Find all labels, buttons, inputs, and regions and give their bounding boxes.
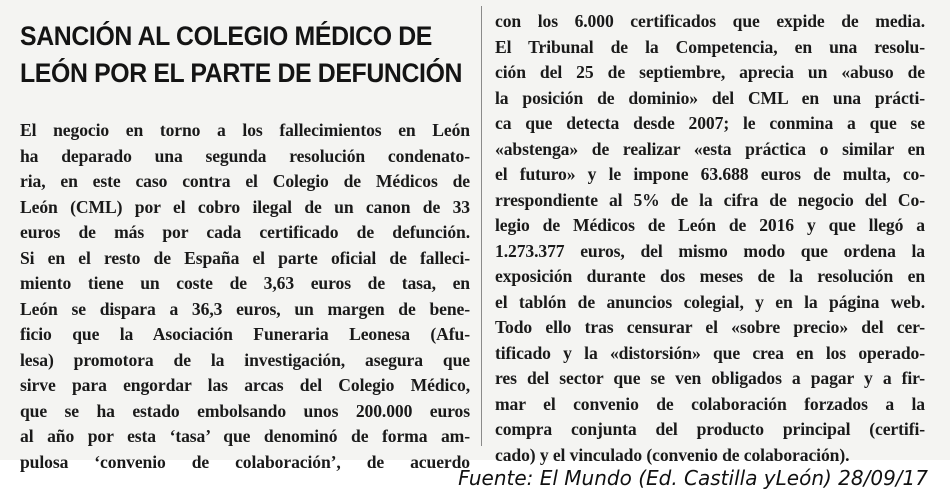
text-line: el tablón de anuncios colegial, y en la página web.	[495, 291, 925, 312]
text-line: pulosa ‘convenio de colaboración’, de acuerdo	[20, 451, 470, 472]
text-line: sirve para engordar las arcas del Colegio Médico,	[20, 375, 470, 395]
text-line: legio de Médicos de León de 2016 y que llegó a	[495, 215, 925, 235]
text-line: ción del 25 de septiembre, aprecia un «abuso de	[495, 62, 925, 82]
text-line: que se ha estado embolsando unos 200.000 euros	[20, 400, 470, 421]
text-line: Todo ello tras censurar el «sobre precio» del cer-	[495, 317, 925, 337]
text-line: euros de más por cada certificado de defunción.	[20, 222, 470, 242]
text-line: Si en el resto de España el parte oficial de falleci-	[20, 247, 470, 268]
left-column	[20, 118, 470, 475]
text-line: cado) y el vinculado (convenio de colaboración).	[495, 444, 850, 465]
text-line: ficio que la Asociación Funeraria Leonesa (Afu-	[20, 324, 470, 344]
text-line: mar el convenio de colaboración forzados a la	[495, 393, 925, 414]
text-line: miento tiene un coste de 3,63 euros de tasa, en	[20, 273, 470, 293]
text-line: la posición de dominio» del CML en una prácti-	[495, 87, 925, 108]
text-line: rrespondiente al 5% de la cifra de negocio del Co-	[495, 189, 925, 210]
text-line: León se dispara a 36,3 euros, un margen de bene-	[20, 298, 470, 319]
text-line: compra conjunta del producto principal (certifi-	[495, 419, 925, 439]
text-line: lesa) promotora de la investigación, asegura que	[20, 349, 470, 370]
text-line: res del sector que se ven obligados a pagar y a fir-	[495, 368, 925, 388]
column-divider	[481, 6, 482, 446]
text-line: con los 6.000 certificados que expide de media.	[495, 11, 925, 31]
text-line: León (CML) por el cobro ilegal de un canon de 33	[20, 196, 470, 217]
headline-line: SANCIÓN AL COLEGIO MÉDICO DE	[20, 21, 433, 51]
text-line: al año por esta ‘tasa’ que denominó de forma am-	[20, 426, 470, 446]
text-line: ha deparado una segunda resolución condenato-	[20, 145, 470, 166]
headline-line: LEÓN POR EL PARTE DE DEFUNCIÓN	[20, 58, 463, 88]
text-line: exposición durante dos meses de la resolución en	[495, 266, 925, 286]
text-line: tificado y la «distorsión» que crea en los operado-	[495, 342, 925, 363]
text-line: «abstenga» de realizar «esta práctica o similar en	[495, 138, 925, 159]
headline	[20, 18, 463, 92]
text-line: ria, en este caso contra el Colegio de Médicos de	[20, 171, 470, 191]
text-line: El negocio en torno a los fallecimientos en León	[20, 120, 470, 140]
text-line: El Tribunal de la Competencia, en una resolu-	[495, 36, 925, 57]
right-column	[495, 9, 925, 468]
source-caption: Fuente: El Mundo (Ed. Castilla yLeón) 28/09/17	[458, 466, 928, 490]
text-line: 1.273.377 euros, del mismo modo que ordena la	[495, 240, 925, 261]
text-line: ca que detecta desde 2007; le conmina a que se	[495, 113, 925, 133]
text-line: el futuro» y le impone 63.688 euros de multa, co-	[495, 164, 925, 184]
